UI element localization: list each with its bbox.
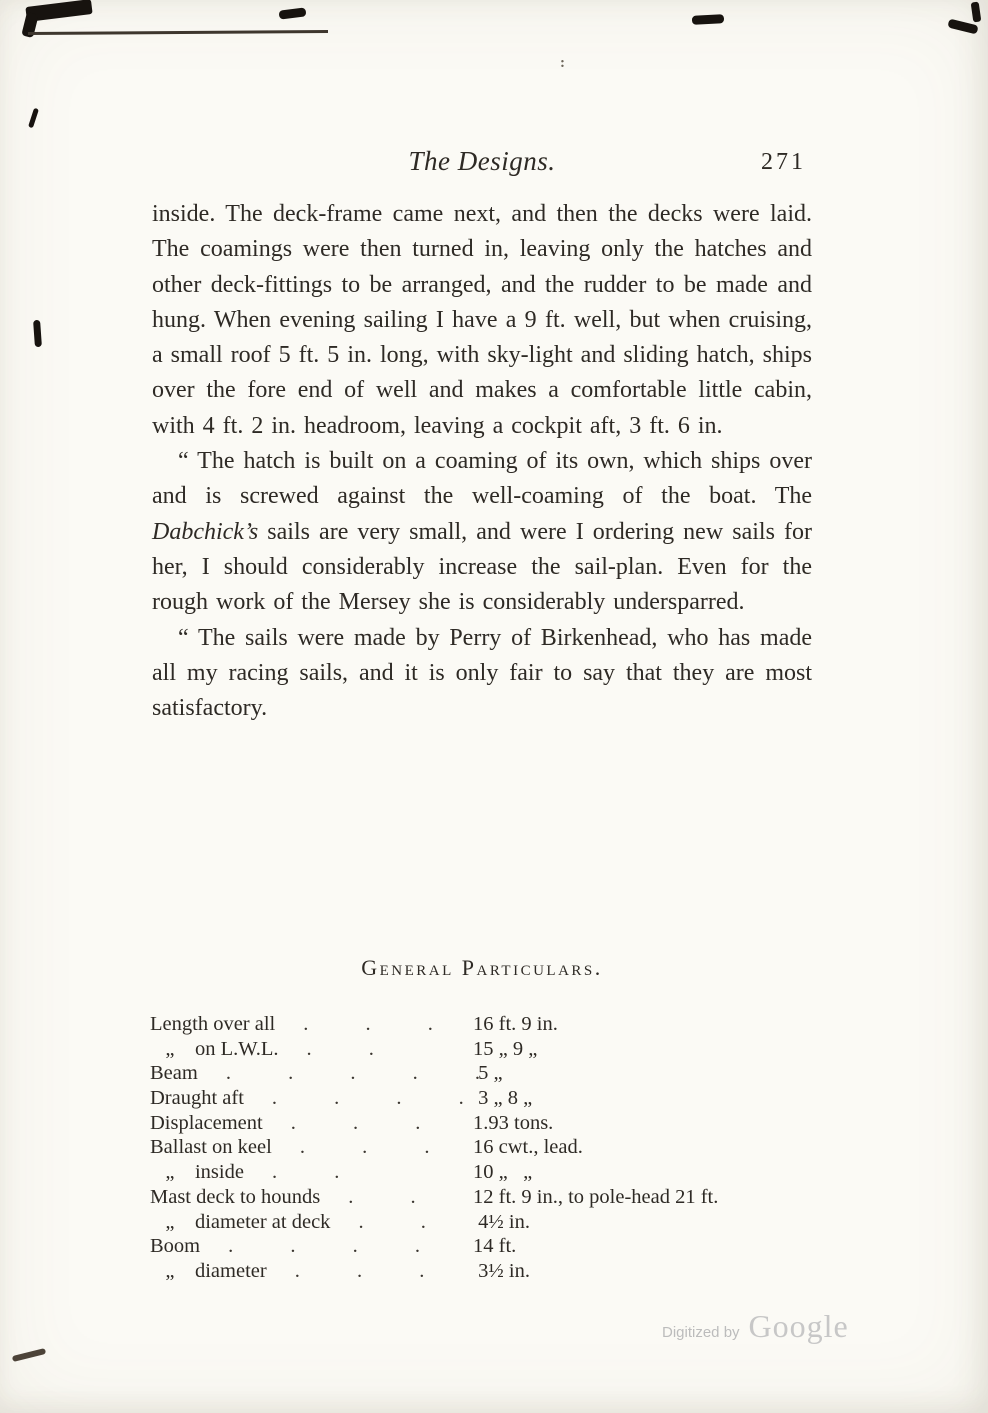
scan-artifact (947, 19, 978, 35)
table-row (150, 1111, 840, 1136)
row-value: 16 cwt., lead. (473, 1136, 583, 1159)
table-row (150, 1210, 840, 1235)
paragraph (152, 444, 812, 620)
leader-dots: . . . (290, 1111, 421, 1134)
leader-dots: . . . . (271, 1087, 464, 1110)
leader-dots: . . (271, 1161, 340, 1184)
scan-artifact (971, 2, 982, 23)
row-label: Boom (150, 1235, 201, 1258)
page-number: 271 (761, 149, 806, 175)
digitization-watermark (662, 1308, 849, 1345)
row-value: 14 ft. (473, 1235, 517, 1258)
paragraph: inside. The deck-frame came next, and then the decks were laid. The coamings were then turned in, leaving only the hatches and other deck-fittings to be arranged, and the rudder to be made and hung. When evening sailing I have a 9 ft. well, but when cruising, a small roof 5 ft. 5 in. long, with sky-light and sliding hatch, ships over the fore end of well and makes a comfortable little cabin, with 4 ft. 2 in. headroom, leaving a cockpit aft, 3 ft. 6 in. (152, 201, 812, 439)
leader-dots: . . . (299, 1136, 430, 1159)
scan-artifact (12, 1348, 46, 1362)
leader-dots: . . . (303, 1013, 433, 1035)
row-value: 10 „ „ (473, 1161, 533, 1184)
row-label: „ diameter at deck (150, 1210, 331, 1233)
table-row (150, 1061, 840, 1086)
leader-dots: . . . (294, 1259, 425, 1282)
row-value: 3½ in. (473, 1259, 530, 1282)
scan-artifact (25, 0, 92, 22)
section-heading: General Particulars. (361, 955, 603, 980)
scan-artifact (21, 12, 38, 38)
watermark-prefix: Digitized by (662, 1324, 740, 1341)
row-label: „ on L.W.L. (150, 1037, 279, 1060)
row-value: 4½ in. (473, 1210, 530, 1233)
table-row (150, 1160, 840, 1185)
row-value: 5 „ (473, 1062, 503, 1085)
scan-artifact (279, 7, 307, 19)
row-label: Displacement (150, 1111, 263, 1134)
scan-artifact (33, 320, 42, 347)
page-header (152, 146, 812, 186)
row-label: Mast deck to hounds (150, 1185, 321, 1208)
row-label: Length over all (150, 1013, 276, 1035)
scan-artifact (28, 30, 328, 35)
row-value: 16 ft. 9 in. (473, 1013, 558, 1035)
leader-dots: . . (306, 1037, 374, 1060)
table-row (150, 1012, 840, 1037)
scan-artifact (28, 108, 39, 129)
table-row (150, 1234, 840, 1259)
scan-artifact (692, 14, 724, 25)
row-label: „ inside (150, 1161, 244, 1184)
body-text (152, 197, 812, 726)
row-value: 15 „ 9 „ (473, 1037, 538, 1060)
table-row (150, 1037, 840, 1062)
particulars-table (150, 1012, 840, 1284)
row-label: „ diameter (150, 1259, 267, 1282)
table-row (150, 1086, 840, 1111)
paragraph: “ The sails were made by Perry of Birkenhead, who has made all my racing sails, and it is only fair to say that they are most satisfactory. (152, 624, 812, 722)
leader-dots: . . . . . (225, 1062, 480, 1085)
table-row (150, 1185, 840, 1210)
row-label: Ballast on keel (150, 1136, 272, 1159)
leader-dots: . . (348, 1185, 416, 1208)
google-logo: Google (748, 1308, 849, 1344)
row-label: Draught aft (150, 1087, 244, 1110)
scan-artifact: : (560, 55, 565, 71)
table-row (150, 1135, 840, 1160)
leader-dots: . . (358, 1210, 426, 1233)
leader-dots: . . . . (228, 1235, 420, 1258)
boat-name: Dabchick’s (152, 518, 259, 545)
row-label: Beam (150, 1062, 198, 1085)
row-value: 12 ft. 9 in., to pole-head 21 ft. (473, 1185, 719, 1208)
paragraph-text: “ The hatch is built on a coaming of its own, which ships over and is screwed against the well-coaming of the boat. The (152, 448, 812, 510)
table-row (150, 1259, 840, 1284)
paragraph-text: sails are very small, and were I ordering new sails for her, I should considerably increase the sail-plan. Even for the rough work of the Mersey she is considerably undersparred. (152, 518, 812, 616)
row-value: 3 „ 8 „ (473, 1087, 533, 1110)
row-value: 1.93 tons. (473, 1111, 554, 1134)
running-title: The Designs. (408, 146, 556, 176)
